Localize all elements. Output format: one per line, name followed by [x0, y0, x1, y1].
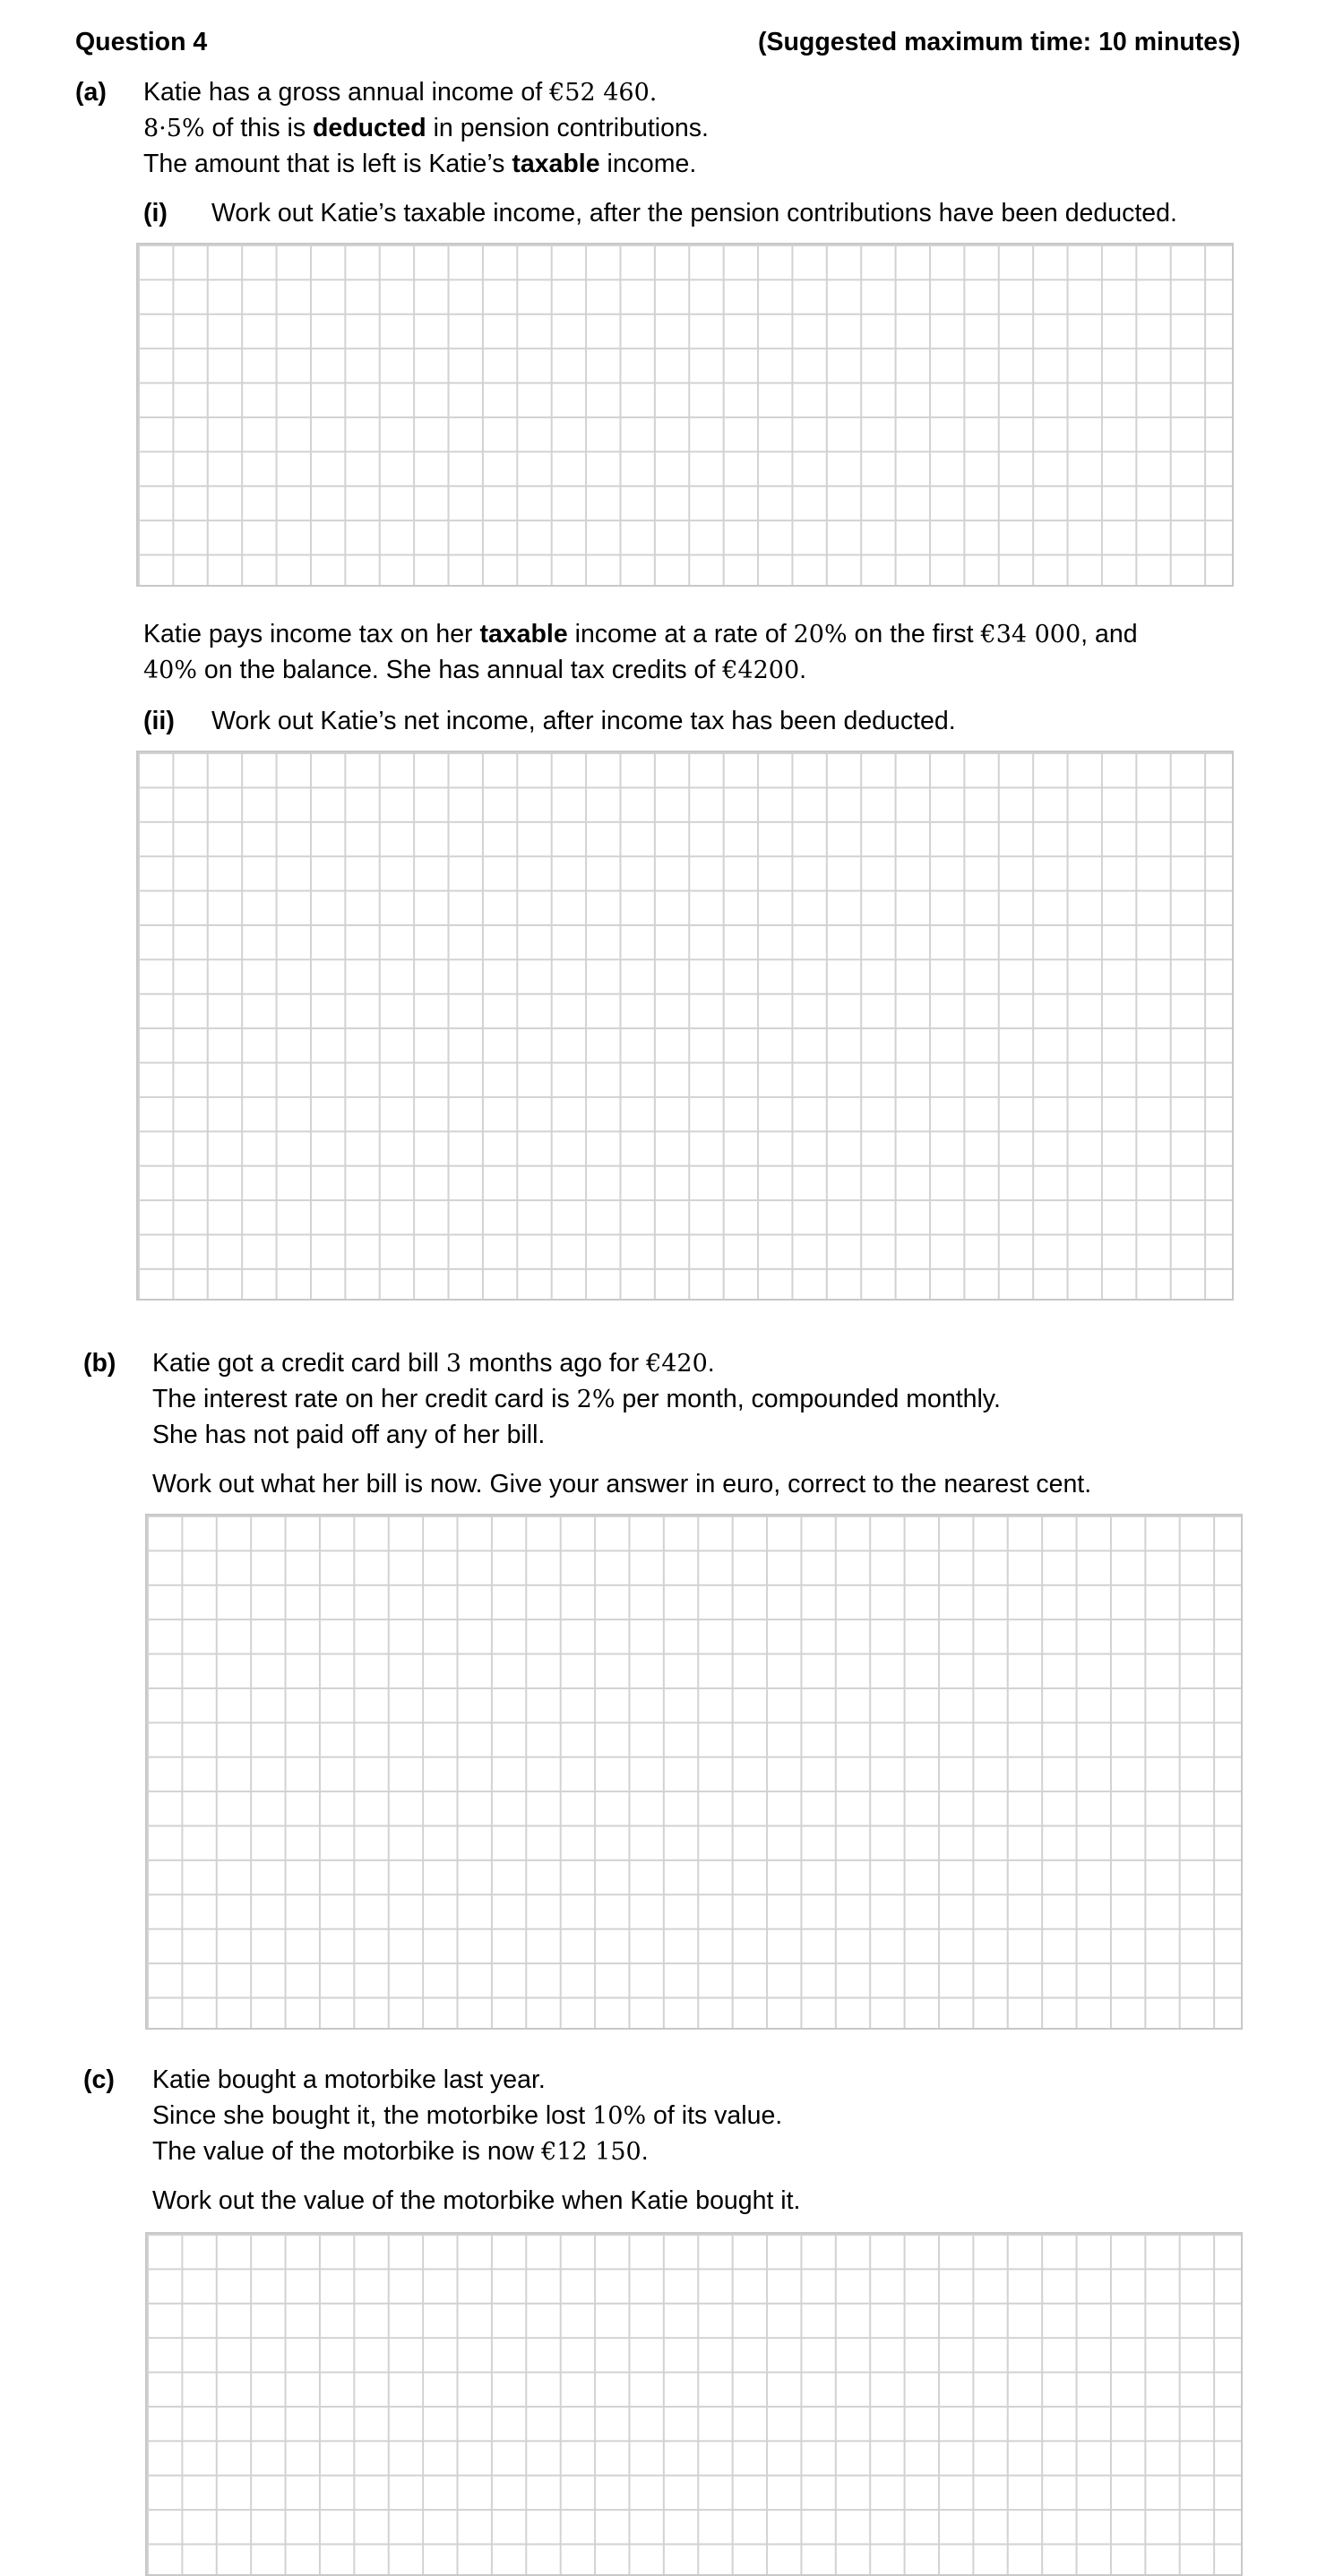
gross-income-amount: €52 460.: [549, 79, 658, 107]
part-b-instruction: Work out what her bill is now. Give your answer in euro, correct to the nearest cent.: [152, 1470, 1092, 1498]
answer-grid-b[interactable]: [145, 1514, 1243, 2030]
tax-rate-standard: 20%: [793, 621, 848, 648]
suggested-time: (Suggested maximum time: 10 minutes): [758, 28, 1241, 56]
part-a-tax-line-1: Katie pays income tax on her taxable income at a rate of 20% on the first €34 000, and: [143, 620, 1138, 648]
part-a-line-1: Katie has a gross annual income of €52 460.: [143, 78, 658, 107]
part-a-label: (a): [75, 78, 107, 107]
part-b-line-2: The interest rate on her credit card is 2% per month, compounded monthly.: [152, 1385, 1001, 1413]
tax-credits-amount: €4200: [722, 657, 800, 684]
part-c-line-3: The value of the motorbike is now €12 150.: [152, 2137, 649, 2166]
tax-rate-higher: 40%: [143, 657, 198, 684]
part-a-line-3: The amount that is left is Katie’s taxable income.: [143, 150, 697, 178]
answer-grid-c[interactable]: [145, 2232, 1243, 2576]
question-title: Question 4: [75, 28, 208, 56]
part-b-label: (b): [83, 1349, 116, 1378]
part-a-i-label: (i): [143, 199, 168, 228]
part-c-label: (c): [83, 2065, 115, 2094]
part-c-line-1: Katie bought a motorbike last year.: [152, 2065, 546, 2094]
part-b-line-3: She has not paid off any of her bill.: [152, 1421, 546, 1449]
months-count: 3: [445, 1350, 462, 1378]
answer-grid-a-i[interactable]: [136, 243, 1234, 587]
value-loss-percentage: 10%: [592, 2102, 647, 2130]
part-a-i-question: Work out Katie’s taxable income, after the pension contributions have been deducted.: [211, 199, 1177, 228]
part-c-line-2: Since she bought it, the motorbike lost 10% of its value.: [152, 2101, 783, 2130]
current-value-amount: €12 150: [541, 2138, 641, 2166]
part-a-line-2: 8·5% of this is deducted in pension contributions.: [143, 114, 709, 142]
pension-percentage: 8·5%: [143, 115, 205, 142]
part-a-ii-label: (ii): [143, 707, 175, 735]
part-c-instruction: Work out the value of the motorbike when Katie bought it.: [152, 2186, 801, 2215]
bill-amount: €420: [646, 1350, 708, 1378]
part-b-line-1: Katie got a credit card bill 3 months ago for €420.: [152, 1349, 715, 1378]
standard-rate-cutoff: €34 000: [980, 621, 1081, 648]
answer-grid-a-ii[interactable]: [136, 751, 1234, 1301]
part-a-ii-question: Work out Katie’s net income, after income tax has been deducted.: [211, 707, 956, 735]
part-a-tax-line-2: 40% on the balance. She has annual tax credits of €4200.: [143, 656, 807, 684]
interest-rate: 2%: [576, 1386, 616, 1413]
